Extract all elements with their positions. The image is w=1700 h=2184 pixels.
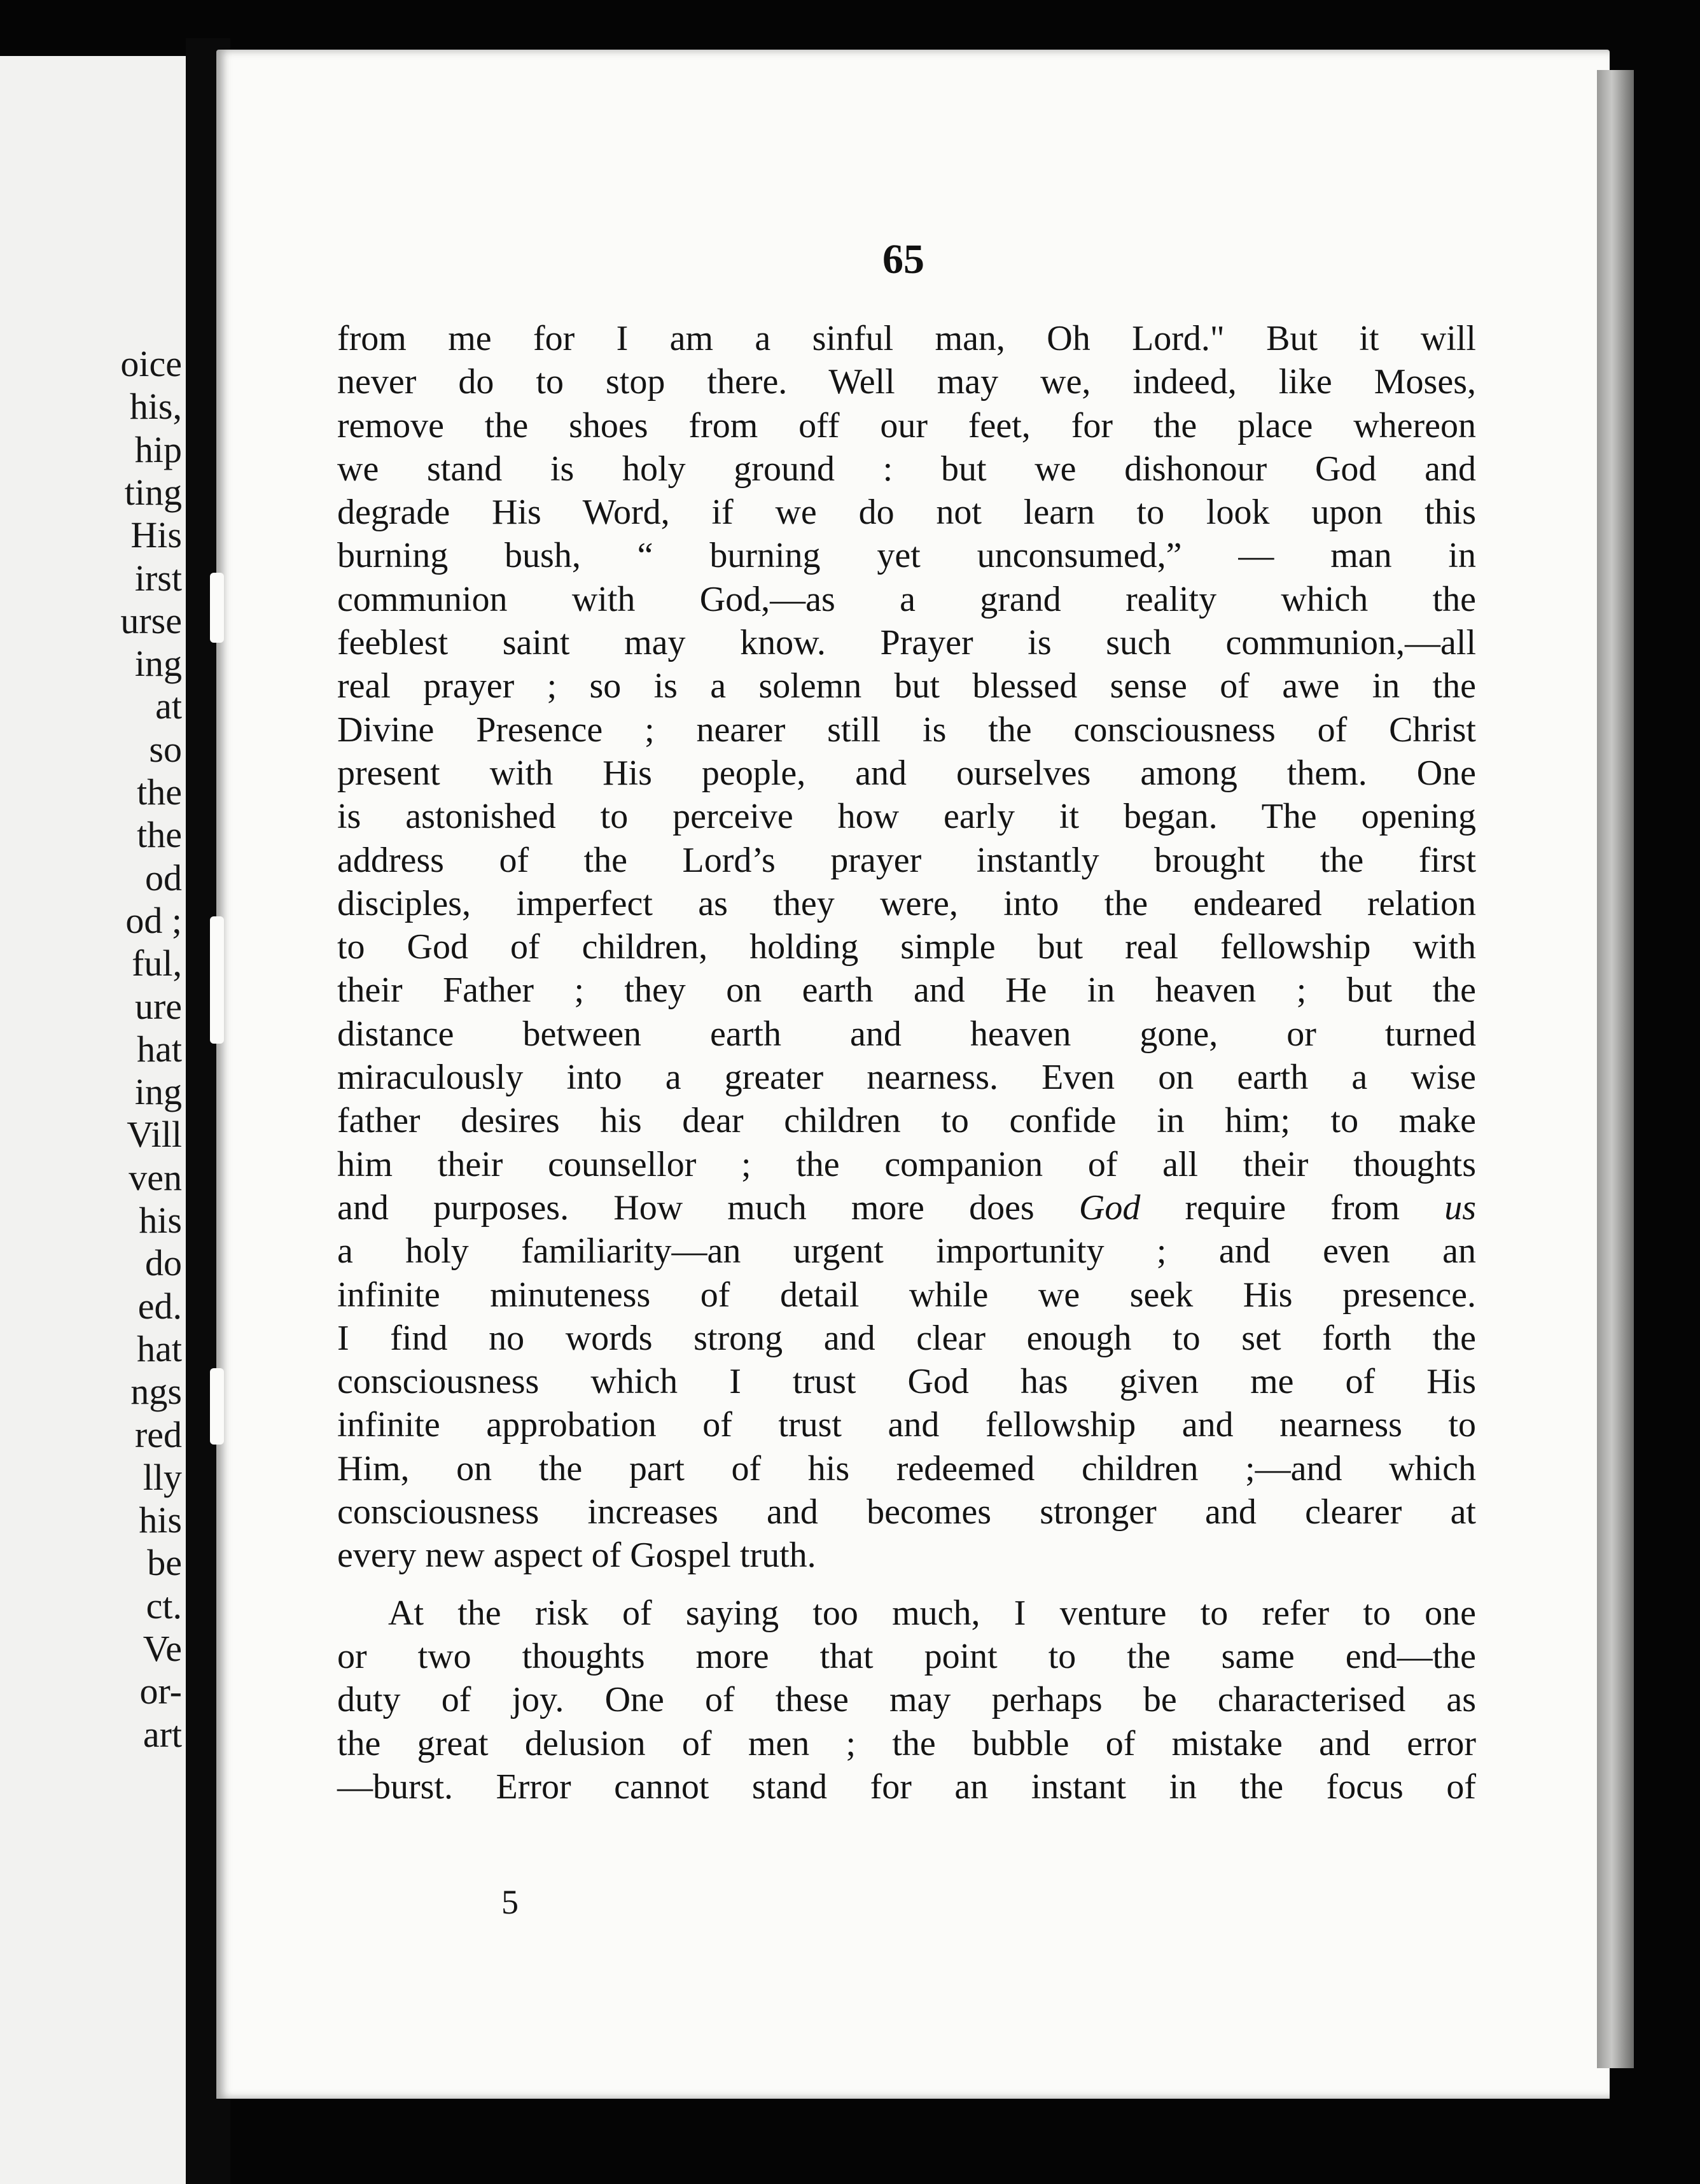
text-line: their Father ; they on earth and He in heaven ; but the [337, 970, 1476, 1011]
left-page-word-fragment: irst [134, 557, 182, 599]
previous-page-fragment [0, 56, 186, 2184]
text-line: infinite minuteness of detail while we seek His presence. [337, 1275, 1476, 1315]
binding-tear [210, 916, 224, 1044]
text-line: miraculously into a greater nearness. Even on earth a wise [337, 1058, 1476, 1098]
text-line: from me for I am a sinful man, Oh Lord." But it will [337, 319, 1476, 358]
left-page-word-fragment: ed. [137, 1285, 182, 1327]
text-line: consciousness which I trust God has given me of His [337, 1362, 1476, 1402]
left-page-word-fragment: be [147, 1542, 182, 1584]
left-page-word-fragment: ing [134, 1071, 182, 1113]
text-line: present with His people, and ourselves among them. One [337, 753, 1476, 793]
text-line: never do to stop there. Well may we, indeed, like Moses, [337, 362, 1476, 402]
left-page-word-fragment: lly [143, 1456, 182, 1498]
text-line: a holy familiarity—an urgent importunity ; and even an [337, 1231, 1476, 1271]
left-page-word-fragment: od [145, 857, 182, 899]
current-page [216, 50, 1610, 2099]
left-page-word-fragment: Ve [143, 1628, 182, 1669]
left-page-word-fragment: ful, [132, 942, 182, 984]
text-line: degrade His Word, if we do not learn to look upon this [337, 493, 1476, 533]
text-line: real prayer ; so is a solemn but blessed sense of awe in the [337, 666, 1476, 706]
text-line: Divine Presence ; nearer still is the consciousness of Christ [337, 710, 1476, 750]
paragraph-2 [337, 1592, 1476, 1809]
left-page-word-fragment: his [139, 1499, 182, 1541]
left-page-word-fragment: hip [134, 428, 182, 470]
text-line: consciousness increases and becomes stronger and clearer at [337, 1492, 1476, 1532]
page-number: 65 [882, 236, 924, 283]
left-page-word-fragment: ct. [146, 1585, 182, 1627]
binding-tear [210, 573, 224, 643]
text-line: to God of children, holding simple but real fellowship with [337, 927, 1476, 967]
left-page-word-fragment: Vill [127, 1114, 182, 1156]
left-page-word-fragment: do [145, 1242, 182, 1284]
left-page-word-fragment: the [137, 771, 182, 813]
left-page-word-fragment: or- [139, 1670, 182, 1712]
body-text [337, 317, 1476, 1809]
text-line: communion with God,—as a grand reality which the [337, 579, 1476, 619]
text-line: father desires his dear children to confide in him; to make [337, 1101, 1476, 1141]
text-line: feeblest saint may know. Prayer is such communion,—all [337, 623, 1476, 663]
text-line: I find no words strong and clear enough to set forth the [337, 1318, 1476, 1358]
left-page-word-fragment: red [134, 1413, 182, 1455]
left-page-word-fragment: so [149, 728, 182, 770]
text-line: we stand is holy ground : but we dishonour God and [337, 449, 1476, 489]
left-page-word-fragment: hat [137, 1028, 182, 1070]
text-line: At the risk of saying too much, I venture to refer to one [388, 1593, 1476, 1633]
binding-tear [210, 1368, 224, 1445]
text-line: address of the Lord’s prayer instantly brought the first [337, 840, 1476, 880]
left-page-word-fragment: oice [120, 343, 182, 384]
text-line: distance between earth and heaven gone, or turned [337, 1014, 1476, 1054]
left-page-word-fragment: ven [129, 1156, 182, 1198]
left-page-word-fragment: his, [129, 386, 182, 428]
left-page-word-fragment: ing [134, 643, 182, 685]
text-line: him their counsellor ; the companion of all their thoughts [337, 1144, 1476, 1184]
left-page-word-fragment: urse [120, 599, 182, 641]
left-page-word-fragment: od ; [125, 899, 182, 941]
text-line: infinite approbation of trust and fellowship and nearness to [337, 1405, 1476, 1445]
text-line: remove the shoes from off our feet, for the place whereon [337, 405, 1476, 445]
text-line: burning bush, “ burning yet unconsumed,” — man in [337, 536, 1476, 576]
text-line: disciples, imperfect as they were, into the endeared relation [337, 883, 1476, 923]
text-line: and purposes. How much more does God require from us [337, 1187, 1477, 1228]
left-page-word-fragment: His [130, 514, 182, 556]
text-line: the great delusion of men ; the bubble of mistake and error [337, 1723, 1476, 1763]
left-page-word-fragment: hat [137, 1327, 182, 1369]
text-line: or two thoughts more that point to the same end—the [337, 1636, 1476, 1676]
left-page-word-fragment: at [155, 685, 182, 727]
left-page-word-fragment: art [143, 1713, 182, 1755]
signature-mark: 5 [501, 1883, 519, 1921]
paragraph-1 [337, 317, 1476, 1578]
text-line: every new aspect of Gospel truth. [337, 1536, 816, 1576]
left-page-word-fragment: his [139, 1200, 182, 1241]
left-page-word-fragment: ting [124, 471, 182, 513]
text-line: Him, on the part of his redeemed children ;—and which [337, 1448, 1476, 1488]
text-line: —burst. Error cannot stand for an instant in the focus of [337, 1767, 1476, 1807]
page-edge-shadow [1597, 70, 1634, 2068]
text-line: duty of joy. One of these may perhaps be characterised as [337, 1680, 1476, 1720]
left-page-word-fragment: ngs [130, 1371, 182, 1413]
text-line: is astonished to perceive how early it began. The opening [337, 797, 1476, 837]
left-page-word-fragment: ure [134, 985, 182, 1027]
left-page-word-fragment: the [137, 814, 182, 856]
